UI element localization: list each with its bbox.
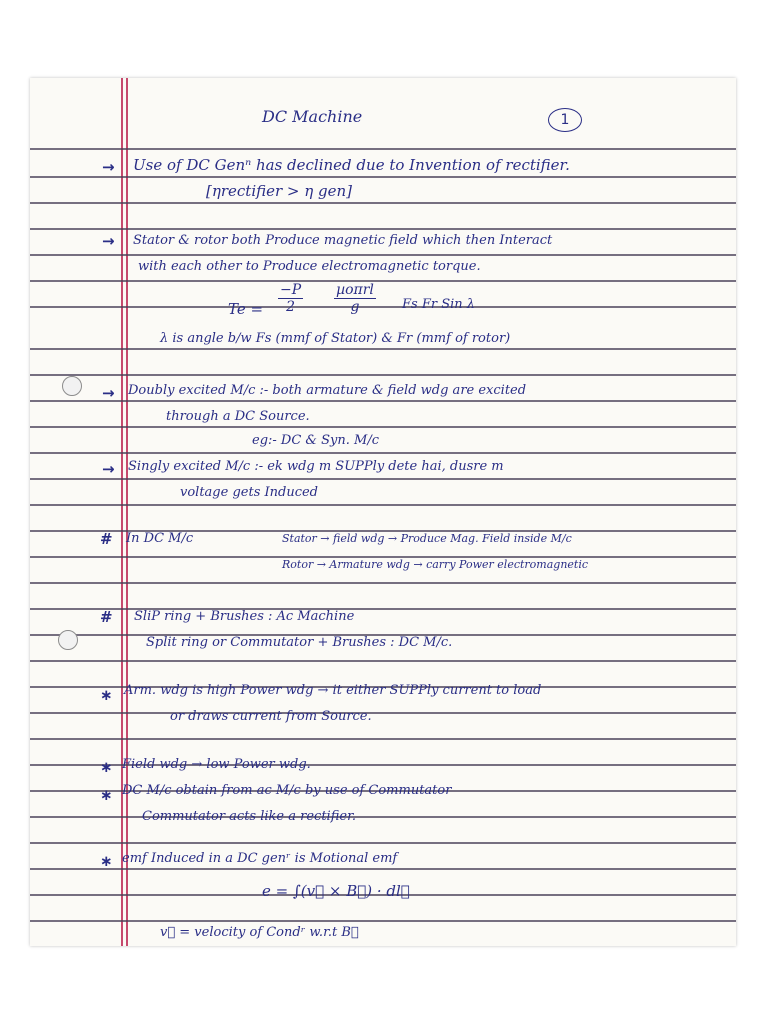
ruled-line — [30, 148, 736, 150]
note-line: v⃗ = velocity of Condʳ w.r.t B⃗ — [160, 925, 359, 940]
note-line: λ is angle b/w Fs (mmf of Stator) & Fr (mmf of rotor) — [160, 331, 511, 346]
page-number: 1 — [548, 108, 582, 132]
note-line: DC M/c obtain from ac M/c by use of Commutator — [122, 783, 452, 798]
ruled-line — [30, 400, 736, 402]
ruled-line — [30, 202, 736, 204]
note-line: with each other to Produce electromagnetic torque. — [138, 259, 481, 274]
ruled-line — [30, 816, 736, 818]
fraction-denominator: g — [350, 299, 360, 315]
note-line: Stator & rotor both Produce magnetic field which then Interact — [133, 233, 553, 248]
note-line: Use of DC Genⁿ has declined due to Invention of rectifier. — [133, 156, 570, 174]
hash-bullet: # — [100, 530, 113, 548]
star-bullet: ∗ — [100, 758, 113, 776]
ruled-line — [30, 452, 736, 454]
arrow-bullet: → — [102, 158, 115, 176]
fraction-numerator: −P — [280, 282, 302, 298]
ruled-line — [30, 280, 736, 282]
binder-hole — [58, 630, 78, 650]
note-line: Split ring or Commutator + Brushes : DC M/c. — [146, 635, 453, 650]
ruled-line — [30, 374, 736, 376]
arrow-bullet: → — [102, 460, 115, 478]
note-line: In DC M/c — [126, 531, 194, 546]
ruled-line — [30, 426, 736, 428]
star-bullet: ∗ — [100, 686, 113, 704]
ruled-line — [30, 738, 736, 740]
emf-equation: e = ∫(v⃗ × B⃗) · dl⃗ — [262, 882, 410, 900]
note-line: Rotor → Armature wdg → carry Power electromagnetic — [282, 558, 589, 571]
note-line: emf Induced in a DC genʳ is Motional emf — [122, 851, 398, 866]
note-line: SliP ring + Brushes : Ac Machine — [134, 609, 355, 624]
ruled-line — [30, 176, 736, 178]
note-line: or draws current from Source. — [170, 709, 372, 724]
arrow-bullet: → — [102, 384, 115, 402]
note-line: Arm. wdg is high Power wdg → it either SUPPly current to load — [124, 683, 542, 698]
ruled-line — [30, 254, 736, 256]
ruled-line — [30, 504, 736, 506]
ruled-line — [30, 712, 736, 714]
fraction-denominator: 2 — [286, 299, 296, 315]
star-bullet: ∗ — [100, 852, 113, 870]
note-line: through a DC Source. — [166, 409, 310, 424]
ruled-line — [30, 228, 736, 230]
equation-rhs: Fs Fr Sin λ — [402, 297, 475, 312]
fraction-p-over-2 — [278, 282, 303, 315]
page-title: DC Machine — [262, 107, 363, 126]
note-line: Stator → field wdg → Produce Mag. Field inside M/c — [282, 532, 572, 545]
note-line: Field wdg → low Power wdg. — [122, 757, 311, 772]
note-line: voltage gets Induced — [180, 485, 318, 500]
fraction-mu-pi-r-l-over-g — [334, 282, 376, 315]
binder-hole — [62, 376, 82, 396]
hash-bullet: # — [100, 608, 113, 626]
star-bullet: ∗ — [100, 786, 113, 804]
ruled-line — [30, 868, 736, 870]
notebook-page — [30, 78, 736, 946]
ruled-line — [30, 478, 736, 480]
arrow-bullet: → — [102, 232, 115, 250]
note-line: eg:- DC & Syn. M/c — [252, 433, 379, 448]
ruled-line — [30, 660, 736, 662]
ruled-line — [30, 582, 736, 584]
ruled-line — [30, 920, 736, 922]
note-line: Singly excited M/c :- ek wdg m SUPPly dete hai, dusre m — [128, 459, 504, 474]
note-line: [ηrectifier > η gen] — [206, 182, 353, 200]
note-line: Commutator acts like a rectifier. — [142, 809, 356, 824]
ruled-line — [30, 306, 736, 308]
note-line: Doubly excited M/c :- both armature & field wdg are excited — [128, 383, 527, 398]
equation-lhs: Te = — [228, 300, 264, 318]
ruled-line — [30, 348, 736, 350]
fraction-numerator: µoπrl — [336, 282, 374, 298]
ruled-line — [30, 842, 736, 844]
